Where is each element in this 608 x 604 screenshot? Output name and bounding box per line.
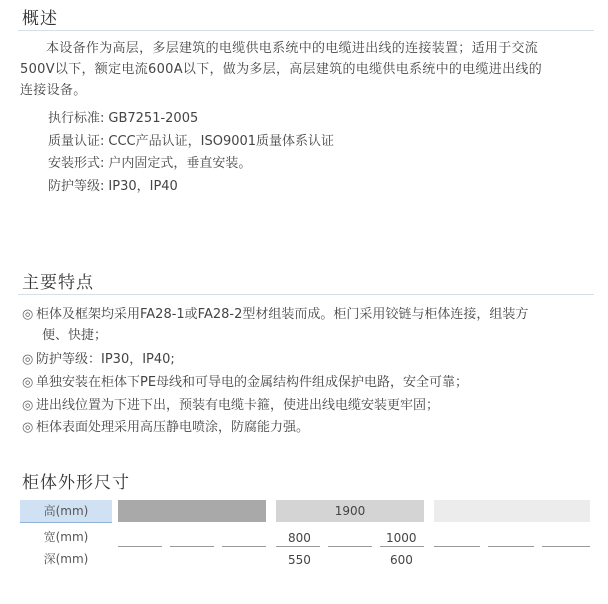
- width-value-1000: 1000: [386, 531, 417, 545]
- dimensions-table: [20, 500, 590, 572]
- cabinet-block-height: 1900: [276, 500, 424, 522]
- feature-text-continued: 便、快捷；: [42, 328, 108, 343]
- depth-value-600: 600: [390, 553, 413, 567]
- width-label: 宽(mm): [43, 530, 89, 544]
- cell-divider: [170, 546, 214, 547]
- feature-text: 进出线位置为下进下出，预装有电缆卡箍，使进出线电缆安装更牢固；: [36, 398, 440, 413]
- spec-certification: [48, 130, 334, 149]
- feature-text: 柜体及框架均采用FA28-1或FA28-2型材组装而成。柜门采用铰链与柜体连接，组装方: [36, 307, 529, 322]
- cabinet-block-light: [434, 500, 590, 522]
- height-label: 高(mm): [20, 500, 112, 523]
- spec-value: IP30，IP40: [108, 179, 178, 194]
- features-divider: [18, 294, 594, 295]
- cell-divider: [276, 546, 320, 547]
- cell-divider: [488, 546, 534, 547]
- cell-divider: [434, 546, 480, 547]
- overview-paragraph: [20, 38, 592, 101]
- overview-paragraph-line: 本设备作为高层，多层建筑的电缆供电系统中的电缆进出线的连接装置；适用于交流: [46, 41, 539, 56]
- feature-text: 柜体表面处理采用高压静电喷涂，防腐能力强。: [36, 420, 310, 435]
- depth-label: 深(mm): [43, 552, 89, 566]
- cell-divider: [380, 546, 424, 547]
- overview-paragraph-line: 连接设备。: [20, 83, 87, 98]
- cell-divider: [118, 546, 162, 547]
- feature-item: [22, 417, 592, 438]
- cell-divider: [222, 546, 266, 547]
- feature-item: [22, 349, 592, 370]
- spec-value: GB7251-2005: [108, 111, 199, 126]
- spec-installation: [48, 152, 251, 171]
- bullet-icon: ◎: [22, 375, 34, 390]
- bullet-icon: ◎: [22, 398, 34, 413]
- overview-divider: [18, 30, 594, 31]
- feature-text: 单独安装在柜体下PE母线和可导电的金属结构件组成保护电路，安全可靠；: [36, 375, 469, 390]
- bullet-icon: ◎: [22, 352, 34, 367]
- spec-protection: [48, 175, 178, 194]
- cell-divider: [542, 546, 590, 547]
- spec-label: 安装形式:: [48, 156, 105, 171]
- dimensions-title: 柜体外形尺寸: [22, 473, 130, 493]
- depth-value-550: 550: [288, 553, 311, 567]
- spec-label: 质量认证:: [48, 134, 105, 149]
- spec-value: 户内固定式，垂直安装。: [108, 156, 252, 171]
- cell-divider: [328, 546, 372, 547]
- cabinet-block-dark: [118, 500, 266, 522]
- spec-standard: [48, 107, 198, 126]
- spec-value: CCC产品认证，ISO9001质量体系认证: [108, 134, 335, 149]
- feature-item: [22, 372, 592, 393]
- spec-label: 防护等级:: [48, 179, 105, 194]
- overview-paragraph-line: 500V以下，额定电流600A以下，做为多层，高层建筑的电缆供电系统中的电缆进出线的: [20, 62, 543, 77]
- overview-title: 概述: [22, 9, 58, 29]
- bullet-icon: ◎: [22, 307, 34, 322]
- width-value-800: 800: [288, 531, 311, 545]
- feature-item: [22, 395, 592, 416]
- feature-text: 防护等级：IP30，IP40;: [36, 352, 175, 367]
- spec-label: 执行标准:: [48, 111, 105, 126]
- features-title: 主要特点: [22, 273, 94, 293]
- feature-item: [22, 304, 592, 346]
- bullet-icon: ◎: [22, 420, 34, 435]
